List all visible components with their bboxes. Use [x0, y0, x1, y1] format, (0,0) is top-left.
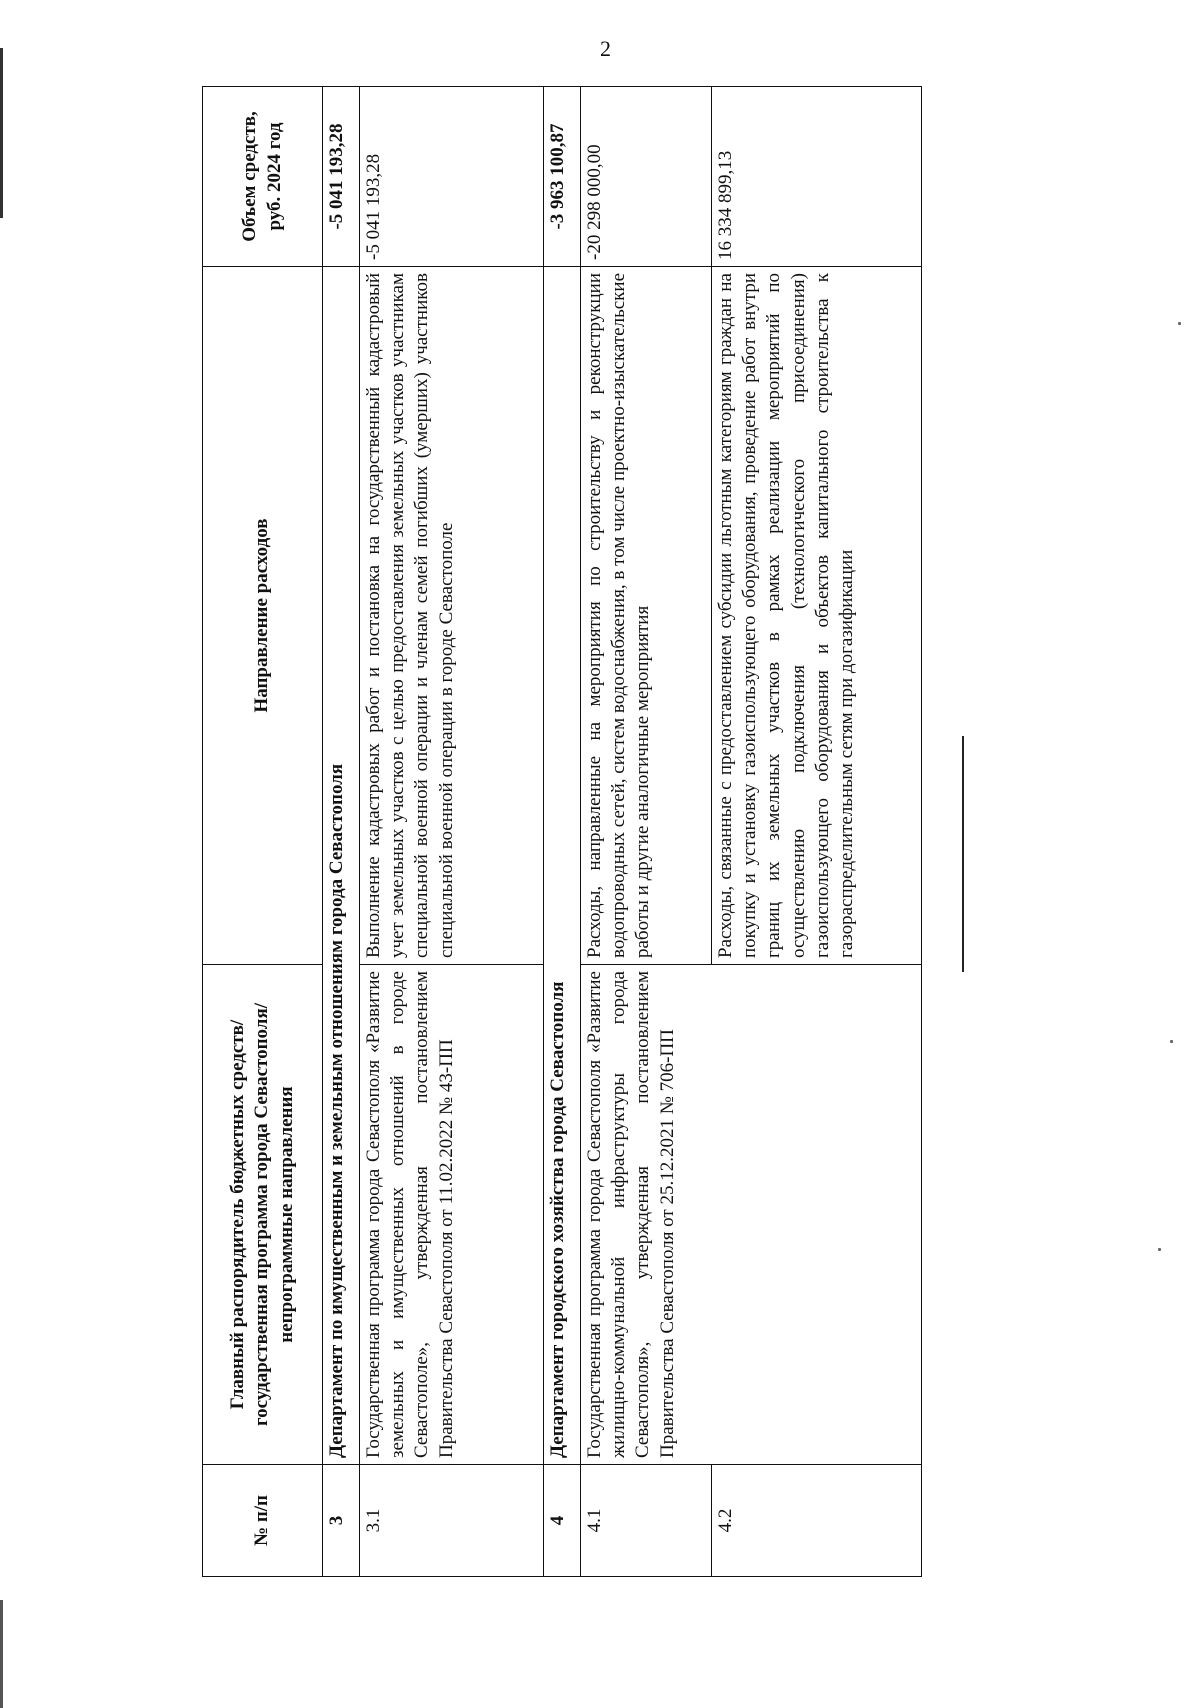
row-amount: -3 963 100,87: [544, 87, 580, 267]
scan-speck: [1178, 322, 1181, 325]
row-amount: -5 041 193,28: [323, 87, 359, 267]
direction-cell: Выполнение кадастровых работ и постановка на государственный кадастровый учет земельных участков с целью предоставления земельных участков участникам специальной военной операции и членам семей погибших (умерших) участников специальной военной операции в городе Севастополе: [359, 267, 544, 965]
department-name: Департамент по имущественным и земельным отношениям города Севастополя: [323, 267, 359, 1465]
row-num: 3: [323, 1465, 359, 1577]
row-num: 4.1: [580, 1465, 711, 1577]
header-direction: Направление расходов: [203, 267, 323, 965]
scan-speck: [1170, 1040, 1173, 1043]
scan-speck: [1158, 1248, 1161, 1251]
table-row-dept: [544, 87, 580, 1577]
direction-cell: Расходы, направленные на мероприятия по строительству и реконструкции водопроводных сетей, систем водоснабжения, в том числе проектно-изыскательские работы и другие аналогичные мероприятия: [580, 267, 711, 965]
header-num: № п/п: [203, 1465, 323, 1577]
table-row: [580, 87, 711, 1577]
rotated-table-container: [202, 87, 922, 1577]
direction-cell: Расходы, связанные с предоставлением субсидии льготным категориям граждан на покупку и установку газоиспользующего оборудования, проведение работ внутри границ их земельных участков в рамках реализации мероприятий по осуществлению подключения (технологического присоединения) газоиспользующего оборудования и объектов капитального строительства к газораспределительным сетям при догазификации: [711, 267, 921, 965]
row-amount: 16 334 899,13: [711, 87, 921, 267]
closing-rule-line: [962, 736, 964, 972]
program-cell: Государственная программа города Севастополя «Развитие земельных и имущественных отношений в городе Севастополе», утвержденная постановлением Правительства Севастополя от 11.02.2022 № 43-ПП: [359, 965, 544, 1465]
row-amount: -5 041 193,28: [359, 87, 544, 267]
row-num: 4.2: [711, 1465, 921, 1577]
header-amount: Объем средств, руб. 2024 год: [203, 87, 323, 267]
row-num: 4: [544, 1465, 580, 1577]
table-header-row: [203, 87, 323, 1577]
row-amount: -20 298 000,00: [580, 87, 711, 267]
scan-edge-mark: [0, 1600, 3, 1708]
table-row-dept: [323, 87, 359, 1577]
row-num: 3.1: [359, 1465, 544, 1577]
scan-edge-mark: [0, 48, 3, 218]
page-number: 2: [600, 36, 611, 61]
program-cell: Государственная программа города Севастополя «Развитие жилищно-коммунальной инфраструктуры города Севастополя», утвержденная постановлением Правительства Севастополя от 25.12.2021 № 706-ПП: [580, 965, 921, 1465]
header-program: Главный распорядитель бюджетных средств/государственная программа города Севастополя/непрограммные направления: [203, 965, 323, 1465]
department-name: Департамент городского хозяйства города Севастополя: [544, 267, 580, 1465]
table-row: [359, 87, 544, 1577]
expenditure-table: [202, 86, 922, 1577]
